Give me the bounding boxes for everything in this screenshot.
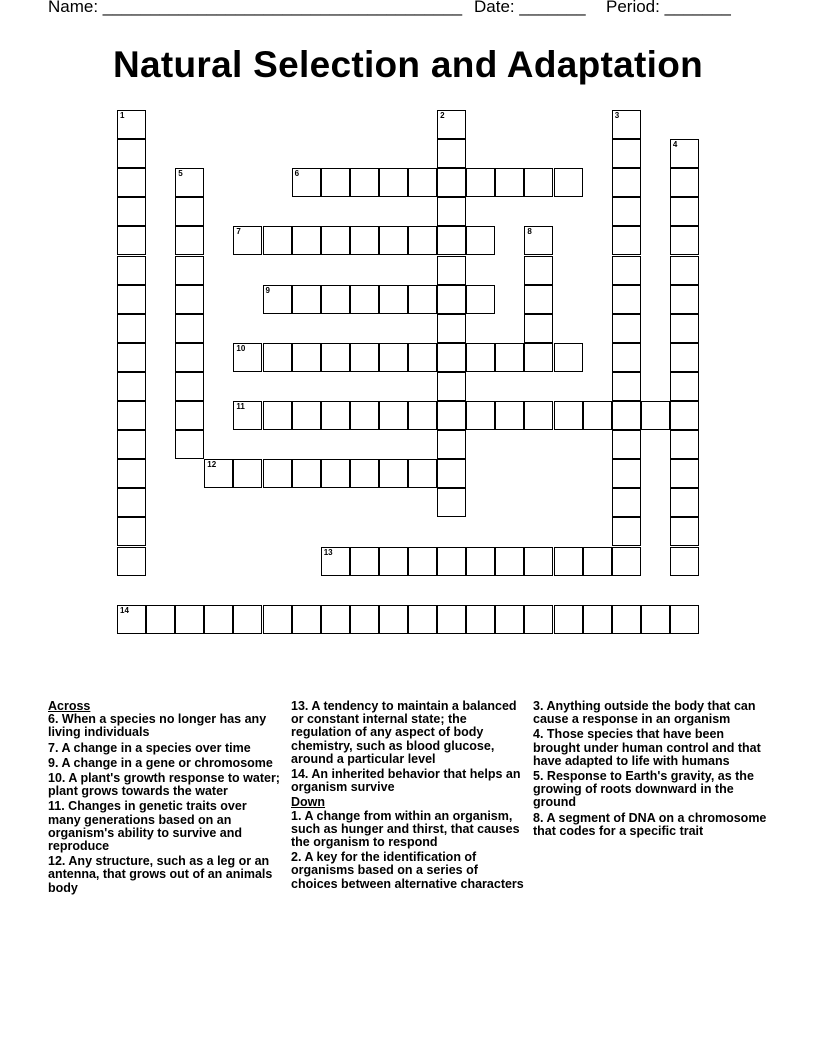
crossword-cell[interactable] — [437, 285, 466, 314]
clue-number: 11 — [236, 402, 245, 411]
crossword-cell[interactable] — [554, 605, 583, 634]
crossword-cell[interactable] — [437, 343, 466, 372]
crossword-cell[interactable] — [350, 343, 379, 372]
clue-column-2 — [291, 700, 525, 893]
clue-column-1 — [48, 700, 282, 897]
crossword-cell[interactable] — [379, 226, 408, 255]
crossword-cell[interactable] — [292, 285, 321, 314]
crossword-cell[interactable] — [554, 168, 583, 197]
clue-across-12: 12. Any structure, such as a leg or an antenna, that grows out of an animals body — [48, 854, 273, 895]
crossword-cell[interactable] — [670, 459, 699, 488]
crossword-cell[interactable] — [175, 372, 204, 401]
crossword-cell[interactable] — [321, 226, 350, 255]
clue-across-10: 10. A plant's growth response to water; plant grows towards the water — [48, 771, 280, 799]
crossword-cell[interactable] — [233, 343, 262, 372]
crossword-cell[interactable] — [117, 139, 146, 168]
crossword-cell[interactable] — [612, 430, 641, 459]
crossword-cell[interactable] — [437, 547, 466, 576]
crossword-cell[interactable] — [350, 401, 379, 430]
crossword-cell[interactable] — [554, 343, 583, 372]
crossword-cell[interactable] — [117, 372, 146, 401]
crossword-cell[interactable] — [408, 547, 437, 576]
crossword-cell[interactable] — [437, 314, 466, 343]
crossword-cell[interactable] — [321, 285, 350, 314]
crossword-cell[interactable] — [670, 285, 699, 314]
crossword-cell[interactable] — [292, 168, 321, 197]
crossword-cell[interactable] — [524, 226, 553, 255]
crossword-cell[interactable] — [524, 285, 553, 314]
crossword-cell[interactable] — [408, 226, 437, 255]
crossword-cell[interactable] — [263, 401, 292, 430]
clue-down-4: 4. Those species that have been brought under human control and that have adapted to life with humans — [533, 727, 761, 768]
crossword-cell[interactable] — [670, 401, 699, 430]
crossword-cell[interactable] — [466, 605, 495, 634]
clue-number: 4 — [672, 140, 678, 150]
crossword-cell[interactable] — [117, 547, 146, 576]
crossword-cell[interactable] — [612, 517, 641, 546]
crossword-cell[interactable] — [408, 168, 437, 197]
crossword-cell[interactable] — [612, 547, 641, 576]
crossword-cell[interactable] — [495, 343, 524, 372]
crossword-cell[interactable] — [612, 256, 641, 285]
crossword-cell[interactable] — [670, 517, 699, 546]
clue-down-3: 3. Anything outside the body that can cause a response in an organism — [533, 699, 756, 727]
crossword-cell[interactable] — [437, 459, 466, 488]
crossword-cell[interactable] — [612, 605, 641, 634]
crossword-cell[interactable] — [379, 401, 408, 430]
crossword-cell[interactable] — [204, 605, 233, 634]
crossword-cell[interactable] — [175, 168, 204, 197]
crossword-cell[interactable] — [117, 285, 146, 314]
crossword-cell[interactable] — [117, 314, 146, 343]
crossword-cell[interactable] — [670, 314, 699, 343]
crossword-cell[interactable] — [321, 168, 350, 197]
crossword-cell[interactable] — [233, 459, 262, 488]
crossword-cell[interactable] — [233, 605, 262, 634]
down-heading: Down — [291, 795, 326, 810]
clue-number: 7 — [236, 227, 241, 237]
crossword-cell[interactable] — [612, 314, 641, 343]
crossword-cell[interactable] — [495, 401, 524, 430]
crossword-cell[interactable] — [263, 459, 292, 488]
crossword-cell[interactable] — [175, 285, 204, 314]
crossword-cell[interactable] — [466, 226, 495, 255]
crossword-cell[interactable] — [524, 314, 553, 343]
crossword-cell[interactable] — [612, 459, 641, 488]
crossword-cell[interactable] — [350, 605, 379, 634]
crossword-cell[interactable] — [466, 343, 495, 372]
crossword-cell[interactable] — [495, 547, 524, 576]
clue-number: 13 — [323, 547, 333, 557]
crossword-cell[interactable] — [350, 285, 379, 314]
crossword-cell[interactable] — [466, 168, 495, 197]
crossword-cell[interactable] — [670, 605, 699, 634]
clue-number: 10 — [236, 343, 246, 353]
clue-across-11: 11. Changes in genetic traits over many generations based on an organism's ability to survive and reproduce — [48, 799, 247, 854]
crossword-cell[interactable] — [612, 401, 641, 430]
crossword-cell[interactable] — [612, 285, 641, 314]
crossword-cell[interactable] — [612, 226, 641, 255]
crossword-cell[interactable] — [321, 401, 350, 430]
clue-number: 8 — [527, 227, 532, 237]
clue-number: 6 — [294, 169, 300, 179]
crossword-cell[interactable] — [175, 314, 204, 343]
crossword-cell[interactable] — [117, 430, 146, 459]
crossword-cell[interactable] — [437, 168, 466, 197]
crossword-cell[interactable] — [495, 605, 524, 634]
crossword-cell[interactable] — [670, 488, 699, 517]
crossword-cell[interactable] — [612, 372, 641, 401]
clue-across-13: 13. A tendency to maintain a balanced or constant internal state; the regulation of any aspect of body chemistry, such as blood glucose, around a particular level — [291, 699, 517, 766]
crossword-cell[interactable] — [641, 401, 670, 430]
crossword-cell[interactable] — [117, 168, 146, 197]
crossword-cell[interactable] — [524, 401, 553, 430]
crossword-cell[interactable] — [292, 605, 321, 634]
date-field[interactable]: Date: _______ — [474, 0, 586, 16]
crossword-cell[interactable] — [554, 401, 583, 430]
crossword-cell[interactable] — [670, 372, 699, 401]
crossword-cell[interactable] — [321, 605, 350, 634]
crossword-cell[interactable] — [263, 285, 292, 314]
crossword-cell[interactable] — [263, 605, 292, 634]
crossword-cell[interactable] — [292, 226, 321, 255]
crossword-cell[interactable] — [641, 605, 670, 634]
crossword-cell[interactable] — [117, 256, 146, 285]
crossword-cell[interactable] — [670, 430, 699, 459]
crossword-cell[interactable] — [292, 459, 321, 488]
across-heading: Across — [48, 699, 91, 713]
crossword-cell[interactable] — [612, 110, 641, 139]
crossword-cell[interactable] — [554, 547, 583, 576]
crossword-cell[interactable] — [466, 547, 495, 576]
crossword-cell[interactable] — [437, 430, 466, 459]
clue-across-14: 14. An inherited behavior that helps an organism survive — [291, 767, 521, 795]
crossword-cell[interactable] — [670, 168, 699, 197]
crossword-cell[interactable] — [524, 343, 553, 372]
name-field[interactable]: Name: ______________________________________ — [48, 0, 463, 16]
crossword-cell[interactable] — [175, 401, 204, 430]
crossword-cell[interactable] — [233, 226, 262, 255]
crossword-cell[interactable] — [379, 605, 408, 634]
page-title: Natural Selection and Adaptation — [112, 44, 704, 85]
crossword-cell[interactable] — [117, 401, 146, 430]
crossword-cell[interactable] — [583, 605, 612, 634]
crossword-cell[interactable] — [321, 459, 350, 488]
crossword-cell[interactable] — [466, 401, 495, 430]
crossword-cell[interactable] — [437, 372, 466, 401]
crossword-cell[interactable] — [670, 343, 699, 372]
crossword-cell[interactable] — [408, 285, 437, 314]
clue-across-7: 7. A change in a species over time — [48, 740, 251, 755]
clue-across-6: 6. When a species no longer has any living individuals — [48, 712, 267, 740]
crossword-cell[interactable] — [379, 547, 408, 576]
crossword-cell[interactable] — [204, 459, 233, 488]
crossword-cell[interactable] — [437, 197, 466, 226]
clue-column-3 — [533, 700, 767, 840]
crossword-cell[interactable] — [583, 547, 612, 576]
crossword-cell[interactable] — [175, 256, 204, 285]
crossword-cell[interactable] — [350, 459, 379, 488]
clue-number: 5 — [178, 169, 183, 179]
crossword-cell[interactable] — [117, 343, 146, 372]
crossword-cell[interactable] — [437, 139, 466, 168]
crossword-cell[interactable] — [321, 343, 350, 372]
crossword-cell[interactable] — [175, 605, 204, 634]
clue-number: 9 — [265, 285, 270, 295]
crossword-cell[interactable] — [437, 256, 466, 285]
crossword-cell[interactable] — [117, 605, 146, 634]
clue-number: 2 — [440, 111, 445, 120]
period-field[interactable]: Period: _______ — [606, 0, 731, 16]
crossword-cell[interactable] — [495, 168, 524, 197]
crossword-cell[interactable] — [612, 197, 641, 226]
clue-down-5: 5. Response to Earth's gravity, as the growing of roots downward in the ground — [533, 769, 754, 810]
clue-down-1: 1. A change from within an organism, such as hunger and thirst, that causes the organism to respond — [291, 808, 520, 850]
crossword-cell[interactable] — [350, 547, 379, 576]
crossword-cell[interactable] — [437, 401, 466, 430]
crossword-cell[interactable] — [437, 488, 466, 517]
crossword-cell[interactable] — [670, 256, 699, 285]
crossword-cell[interactable] — [408, 343, 437, 372]
crossword-cell[interactable] — [612, 343, 641, 372]
clue-across-9: 9. A change in a gene or chromosome — [48, 755, 273, 770]
crossword-cell[interactable] — [175, 226, 204, 255]
crossword-cell[interactable] — [379, 343, 408, 372]
crossword-cell[interactable] — [670, 139, 699, 168]
crossword-cell[interactable] — [117, 110, 146, 139]
crossword-cell[interactable] — [233, 401, 262, 430]
clue-number: 3 — [614, 111, 620, 120]
crossword-cell[interactable] — [379, 459, 408, 488]
crossword-cell[interactable] — [292, 343, 321, 372]
clue-down-2: 2. A key for the identification of organisms based on a series of choices between alternative characters — [291, 850, 524, 891]
crossword-cell[interactable] — [612, 168, 641, 197]
crossword-cell[interactable] — [117, 459, 146, 488]
crossword-cell[interactable] — [117, 197, 146, 226]
crossword-cell[interactable] — [263, 343, 292, 372]
crossword-cell[interactable] — [408, 401, 437, 430]
crossword-cell[interactable] — [612, 139, 641, 168]
crossword-cell[interactable] — [175, 343, 204, 372]
crossword-cell[interactable] — [670, 197, 699, 226]
crossword-cell[interactable] — [350, 226, 379, 255]
crossword-cell[interactable] — [524, 256, 553, 285]
clue-down-8: 8. A segment of DNA on a chromosome that codes for a specific trait — [533, 810, 767, 838]
crossword-cell[interactable] — [524, 168, 553, 197]
crossword-cell[interactable] — [175, 430, 204, 459]
crossword-cell[interactable] — [117, 226, 146, 255]
crossword-cell[interactable] — [437, 226, 466, 255]
crossword-cell[interactable] — [524, 547, 553, 576]
crossword-cell[interactable] — [408, 605, 437, 634]
crossword-cell[interactable] — [117, 517, 146, 546]
crossword-cell[interactable] — [437, 110, 466, 139]
crossword-cell[interactable] — [437, 605, 466, 634]
clue-number: 1 — [120, 111, 125, 120]
crossword-cell[interactable] — [175, 197, 204, 226]
crossword-cell[interactable] — [408, 459, 437, 488]
crossword-cell[interactable] — [379, 168, 408, 197]
crossword-cell[interactable] — [612, 488, 641, 517]
crossword-cell[interactable] — [292, 401, 321, 430]
clue-number: 12 — [207, 460, 217, 470]
crossword-cell[interactable] — [117, 488, 146, 517]
crossword-cell[interactable] — [466, 285, 495, 314]
crossword-cell[interactable] — [146, 605, 175, 634]
crossword-cell[interactable] — [670, 547, 699, 576]
crossword-cell[interactable] — [670, 226, 699, 255]
crossword-cell[interactable] — [524, 605, 553, 634]
crossword-cell[interactable] — [263, 226, 292, 255]
clue-number: 14 — [120, 605, 129, 615]
crossword-cell[interactable] — [379, 285, 408, 314]
crossword-cell[interactable] — [583, 401, 612, 430]
crossword-cell[interactable] — [321, 547, 350, 576]
crossword-cell[interactable] — [350, 168, 379, 197]
